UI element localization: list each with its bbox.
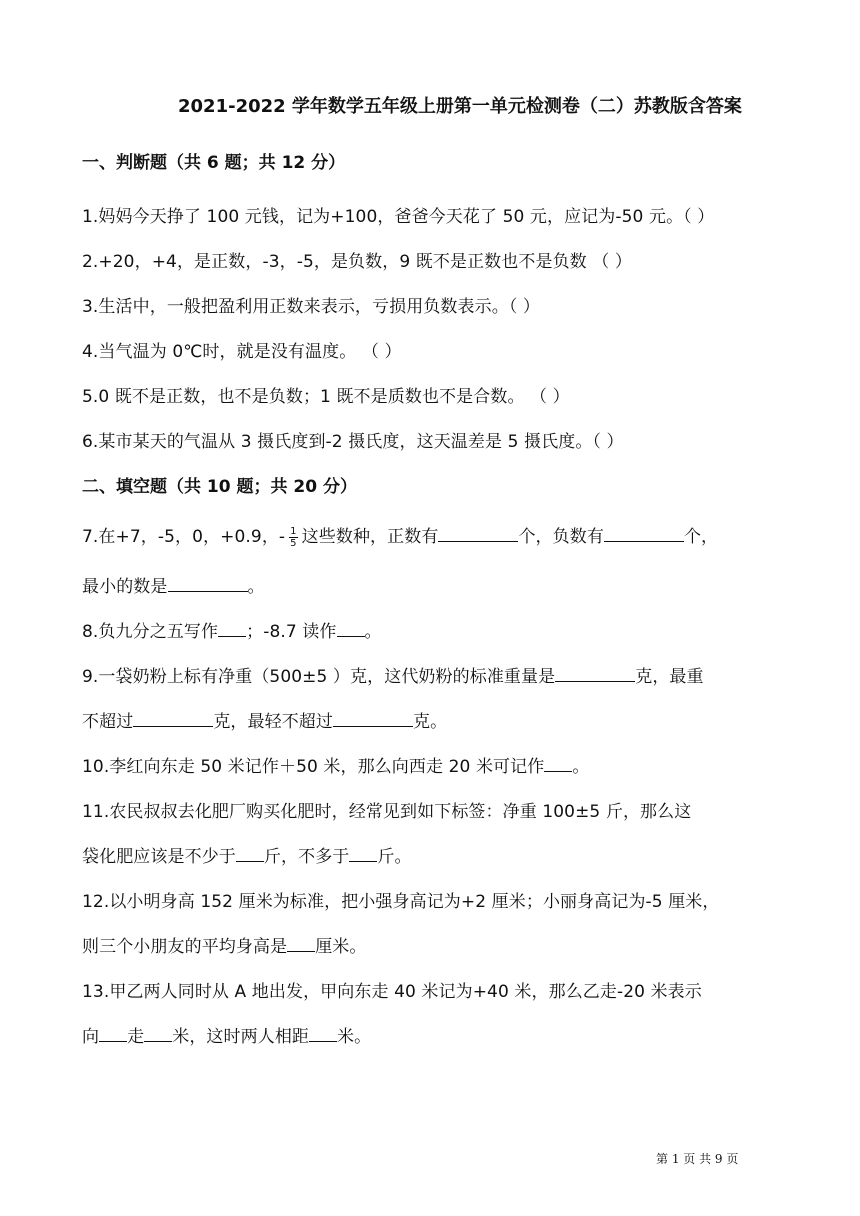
- answer-blank[interactable]: [287, 937, 315, 952]
- q8-text-b: ；-8.7 读作: [246, 622, 337, 642]
- question-9: [82, 662, 704, 687]
- q11-text-d: 斤。: [377, 847, 412, 867]
- q9-text-d: 克，最轻不超过: [213, 712, 334, 732]
- q9-text-e: 克。: [413, 712, 448, 732]
- q7-text-e: 最小的数是: [82, 577, 168, 597]
- page-number-footer: 第 1 页 共 9 页: [656, 1152, 739, 1166]
- answer-blank[interactable]: [604, 527, 684, 542]
- q11-text-b: 袋化肥应该是不少于: [82, 847, 236, 867]
- question-5: 5.0 既不是正数，也不是负数；1 既不是质数也不是合数。 （ ）: [82, 387, 570, 407]
- answer-blank[interactable]: [544, 757, 572, 772]
- q13-text-a: 13.甲乙两人同时从 A 地出发，甲向东走 40 米记为+40 米，那么乙走-20 米表示: [82, 982, 702, 1002]
- question-9-continued: [82, 707, 447, 732]
- answer-blank[interactable]: [349, 847, 377, 862]
- q13-text-b: 向: [82, 1027, 100, 1047]
- question-2: 2.+20，+4，是正数，-3，-5，是负数，9 既不是正数也不是负数 （ ）: [82, 252, 632, 272]
- answer-blank[interactable]: [333, 712, 413, 727]
- q11-text-c: 斤，不多于: [263, 847, 350, 867]
- fraction-denominator: 5: [290, 537, 297, 549]
- question-7: [82, 522, 718, 549]
- answer-blank[interactable]: [438, 527, 518, 542]
- question-11: [82, 797, 691, 822]
- answer-blank[interactable]: [133, 712, 213, 727]
- q13-text-c: 走: [127, 1027, 145, 1047]
- question-12: [82, 887, 720, 912]
- q11-text-a: 11.农民叔叔去化肥厂购买化肥时，经常见到如下标签：净重 100±5 斤，那么这: [82, 802, 692, 822]
- question-13: [82, 977, 702, 1002]
- q9-text-a: 9.一袋奶粉上标有净重（500±5 ）克，这代奶粉的标准重量是: [82, 667, 556, 687]
- answer-blank[interactable]: [168, 577, 248, 592]
- question-3: 3.生活中，一般把盈利用正数来表示，亏损用负数表示。（ ）: [82, 297, 541, 317]
- q12-text-b: 则三个小朋友的平均身高是: [82, 937, 288, 957]
- answer-blank[interactable]: [99, 1027, 127, 1042]
- section-heading-fill-in: 二、填空题（共 10 题；共 20 分）: [82, 477, 357, 497]
- q7-text-b: 这些数种，正数有: [301, 527, 439, 547]
- answer-blank[interactable]: [309, 1027, 337, 1042]
- answer-blank[interactable]: [555, 667, 635, 682]
- q7-text-c: 个，负数有: [518, 527, 604, 547]
- q9-text-b: 克，最重: [635, 667, 704, 687]
- q12-text-c: 厘米。: [315, 937, 367, 957]
- question-11-continued: [82, 842, 412, 867]
- answer-blank[interactable]: [337, 622, 365, 637]
- q9-text-c: 不超过: [82, 712, 134, 732]
- q13-text-e: 米。: [337, 1027, 372, 1047]
- answer-blank[interactable]: [236, 847, 264, 862]
- q8-text-a: 8.负九分之五写作: [82, 622, 219, 642]
- question-10: [82, 752, 589, 777]
- q7-text-f: 。: [247, 577, 265, 597]
- question-8: [82, 617, 382, 642]
- q12-text-a: 12.以小明身高 152 厘米为标准，把小强身高记为+2 厘米；小丽身高记为-5 厘米，: [82, 892, 720, 912]
- document-title: 2021-2022 学年数学五年级上册第一单元检测卷（二）苏教版含答案: [178, 96, 742, 117]
- question-4: 4.当气温为 0℃时，就是没有温度。 （ ）: [82, 342, 402, 362]
- answer-blank[interactable]: [144, 1027, 172, 1042]
- answer-blank[interactable]: [218, 622, 246, 637]
- question-6: 6.某市某天的气温从 3 摄氏度到-2 摄氏度，这天温差是 5 摄氏度。（ ）: [82, 432, 624, 452]
- q13-text-d: 米，这时两人相距: [172, 1027, 310, 1047]
- section-heading-judgement: 一、判断题（共 6 题；共 12 分）: [82, 153, 346, 173]
- q8-text-c: 。: [364, 622, 382, 642]
- q7-text-d: 个，: [683, 527, 719, 547]
- q10-text-a: 10.李红向东走 50 米记作＋50 米，那么向西走 20 米可记作: [82, 757, 545, 777]
- question-1: 1.妈妈今天挣了 100 元钱，记为+100，爸爸今天花了 50 元，应记为-50 元。（ ）: [82, 207, 715, 227]
- q7-text-a: 7.在+7，-5，0，+0.9，-: [82, 527, 286, 547]
- fraction-one-fifth: [289, 526, 297, 549]
- question-12-continued: [82, 932, 367, 957]
- fraction-numerator: 1: [290, 525, 297, 537]
- question-13-continued: [82, 1022, 371, 1047]
- q10-text-b: 。: [572, 757, 590, 777]
- question-7-continued: [82, 572, 265, 597]
